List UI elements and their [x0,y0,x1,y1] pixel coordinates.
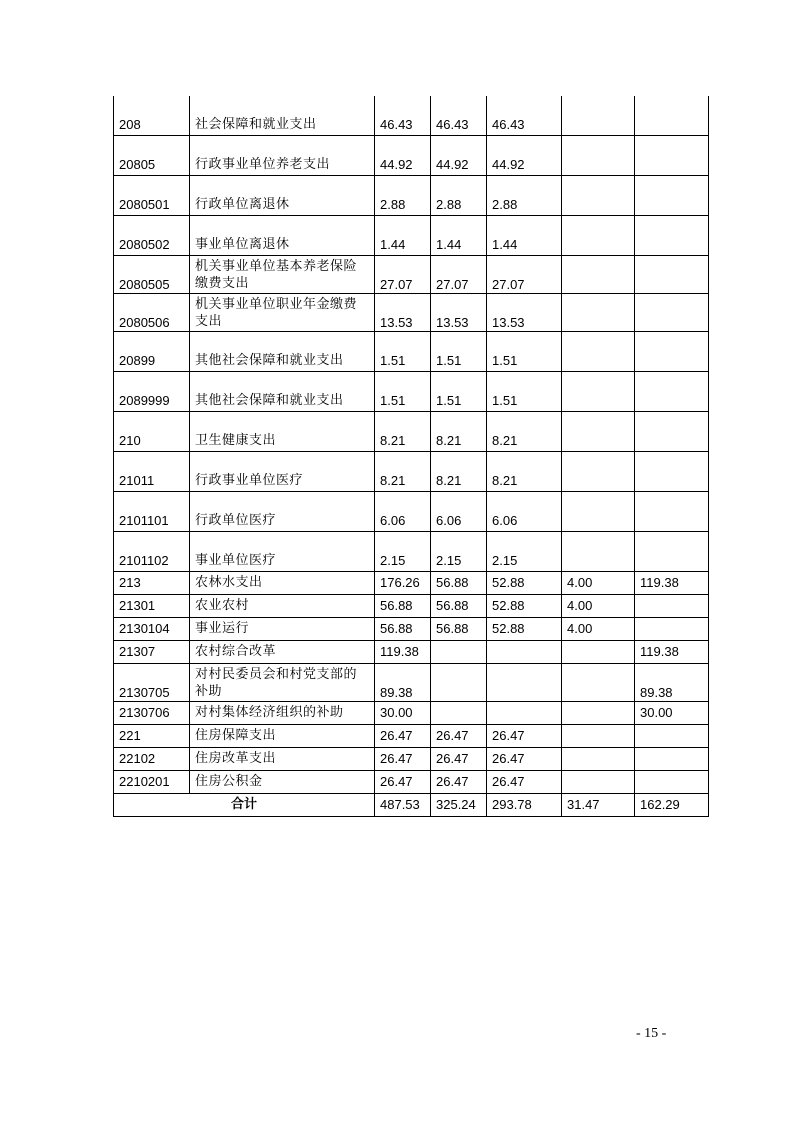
amount-cell-1: 27.07 [375,256,431,294]
amount-cell-5 [635,492,709,532]
total-amount-1: 487.53 [375,794,431,817]
amount-cell-1: 30.00 [375,702,431,725]
amount-cell-5: 30.00 [635,702,709,725]
subject-code: 2101102 [114,532,190,572]
subject-name: 行政事业单位医疗 [190,452,375,492]
amount-cell-5 [635,748,709,771]
subject-code: 21301 [114,595,190,618]
amount-cell-2: 13.53 [431,294,487,332]
subject-name: 住房公积金 [190,771,375,794]
subject-name: 行政单位医疗 [190,492,375,532]
amount-cell-1: 13.53 [375,294,431,332]
total-row [114,794,709,817]
amount-cell-5 [635,771,709,794]
subject-code: 21011 [114,452,190,492]
amount-cell-1: 6.06 [375,492,431,532]
subject-code: 21307 [114,641,190,664]
amount-cell-3: 46.43 [487,96,562,136]
table-row [114,725,709,748]
amount-cell-4 [562,702,635,725]
subject-code: 2130705 [114,664,190,702]
amount-cell-5 [635,332,709,372]
amount-cell-5 [635,176,709,216]
table-row [114,256,709,294]
amount-cell-3: 1.51 [487,332,562,372]
table-row [114,294,709,332]
amount-cell-1: 89.38 [375,664,431,702]
amount-cell-4 [562,256,635,294]
amount-cell-1: 56.88 [375,618,431,641]
amount-cell-3: 8.21 [487,452,562,492]
amount-cell-4: 4.00 [562,572,635,595]
amount-cell-3: 1.44 [487,216,562,256]
amount-cell-2: 44.92 [431,136,487,176]
amount-cell-1: 56.88 [375,595,431,618]
amount-cell-2: 46.43 [431,96,487,136]
subject-name: 行政事业单位养老支出 [190,136,375,176]
amount-cell-3: 8.21 [487,412,562,452]
amount-cell-2: 1.51 [431,332,487,372]
amount-cell-4: 4.00 [562,595,635,618]
amount-cell-5: 119.38 [635,572,709,595]
amount-cell-5 [635,618,709,641]
amount-cell-2: 2.88 [431,176,487,216]
amount-cell-1: 8.21 [375,452,431,492]
amount-cell-2 [431,702,487,725]
amount-cell-2: 6.06 [431,492,487,532]
amount-cell-5 [635,256,709,294]
subject-code: 2080501 [114,176,190,216]
table-row [114,412,709,452]
subject-code: 2130104 [114,618,190,641]
amount-cell-4 [562,492,635,532]
table-row [114,136,709,176]
subject-code: 2089999 [114,372,190,412]
amount-cell-3 [487,664,562,702]
amount-cell-2: 1.51 [431,372,487,412]
amount-cell-1: 44.92 [375,136,431,176]
table-row [114,702,709,725]
table-row [114,595,709,618]
subject-code: 208 [114,96,190,136]
amount-cell-2: 26.47 [431,748,487,771]
subject-name: 对村集体经济组织的补助 [190,702,375,725]
table-row [114,372,709,412]
amount-cell-4 [562,176,635,216]
amount-cell-5: 89.38 [635,664,709,702]
table-row [114,771,709,794]
amount-cell-3: 26.47 [487,771,562,794]
amount-cell-1: 119.38 [375,641,431,664]
amount-cell-1: 8.21 [375,412,431,452]
table-row [114,216,709,256]
table-row [114,492,709,532]
amount-cell-4 [562,452,635,492]
subject-code: 20805 [114,136,190,176]
page-number: - 15 - [636,1026,667,1041]
table-row [114,176,709,216]
amount-cell-5 [635,412,709,452]
total-amount-2: 325.24 [431,794,487,817]
amount-cell-3: 27.07 [487,256,562,294]
subject-code: 2080505 [114,256,190,294]
amount-cell-2: 56.88 [431,618,487,641]
amount-cell-4 [562,96,635,136]
amount-cell-2 [431,641,487,664]
amount-cell-5 [635,372,709,412]
amount-cell-2: 8.21 [431,412,487,452]
amount-cell-4 [562,532,635,572]
amount-cell-2: 56.88 [431,595,487,618]
amount-cell-1: 1.44 [375,216,431,256]
amount-cell-4 [562,771,635,794]
amount-cell-3: 13.53 [487,294,562,332]
subject-name: 卫生健康支出 [190,412,375,452]
amount-cell-1: 26.47 [375,725,431,748]
amount-cell-5 [635,532,709,572]
table-row [114,618,709,641]
amount-cell-1: 26.47 [375,748,431,771]
subject-name: 对村民委员会和村党支部的补助 [190,664,375,702]
subject-code: 2130706 [114,702,190,725]
total-amount-3: 293.78 [487,794,562,817]
amount-cell-5 [635,96,709,136]
subject-name: 行政单位离退休 [190,176,375,216]
amount-cell-4 [562,748,635,771]
subject-code: 2101101 [114,492,190,532]
expenditure-table [113,96,709,817]
amount-cell-4 [562,216,635,256]
table-row [114,532,709,572]
amount-cell-5 [635,294,709,332]
amount-cell-4 [562,412,635,452]
amount-cell-3: 1.51 [487,372,562,412]
table-row [114,748,709,771]
subject-code: 221 [114,725,190,748]
subject-name: 住房改革支出 [190,748,375,771]
subject-name: 机关事业单位职业年金缴费支出 [190,294,375,332]
amount-cell-4 [562,294,635,332]
subject-code: 210 [114,412,190,452]
amount-cell-3 [487,641,562,664]
amount-cell-5 [635,595,709,618]
amount-cell-2: 27.07 [431,256,487,294]
amount-cell-2: 26.47 [431,725,487,748]
amount-cell-5: 119.38 [635,641,709,664]
amount-cell-3: 52.88 [487,618,562,641]
amount-cell-3: 52.88 [487,572,562,595]
subject-code: 2080506 [114,294,190,332]
table-row [114,452,709,492]
amount-cell-4 [562,332,635,372]
amount-cell-2: 26.47 [431,771,487,794]
amount-cell-2 [431,664,487,702]
amount-cell-4: 4.00 [562,618,635,641]
amount-cell-1: 26.47 [375,771,431,794]
amount-cell-3 [487,702,562,725]
amount-cell-4 [562,641,635,664]
amount-cell-4 [562,664,635,702]
amount-cell-2: 1.44 [431,216,487,256]
subject-name: 住房保障支出 [190,725,375,748]
subject-name: 事业运行 [190,618,375,641]
amount-cell-1: 2.15 [375,532,431,572]
amount-cell-3: 26.47 [487,748,562,771]
amount-cell-5 [635,216,709,256]
subject-name: 机关事业单位基本养老保险缴费支出 [190,256,375,294]
subject-name: 农村综合改革 [190,641,375,664]
amount-cell-3: 6.06 [487,492,562,532]
total-label: 合计 [114,794,375,817]
amount-cell-4 [562,372,635,412]
subject-name: 农林水支出 [190,572,375,595]
subject-code: 2210201 [114,771,190,794]
subject-name: 其他社会保障和就业支出 [190,372,375,412]
subject-code: 20899 [114,332,190,372]
amount-cell-5 [635,725,709,748]
amount-cell-4 [562,136,635,176]
amount-cell-2: 56.88 [431,572,487,595]
amount-cell-1: 1.51 [375,372,431,412]
subject-code: 22102 [114,748,190,771]
subject-name: 事业单位离退休 [190,216,375,256]
amount-cell-2: 8.21 [431,452,487,492]
amount-cell-1: 2.88 [375,176,431,216]
amount-cell-3: 2.15 [487,532,562,572]
subject-code: 213 [114,572,190,595]
amount-cell-3: 26.47 [487,725,562,748]
amount-cell-1: 1.51 [375,332,431,372]
amount-cell-3: 2.88 [487,176,562,216]
subject-name: 其他社会保障和就业支出 [190,332,375,372]
amount-cell-2: 2.15 [431,532,487,572]
table-body [114,96,709,817]
amount-cell-5 [635,136,709,176]
subject-name: 农业农村 [190,595,375,618]
table-row [114,96,709,136]
amount-cell-5 [635,452,709,492]
total-amount-4: 31.47 [562,794,635,817]
total-amount-5: 162.29 [635,794,709,817]
table-row [114,332,709,372]
table-row [114,572,709,595]
amount-cell-1: 46.43 [375,96,431,136]
subject-code: 2080502 [114,216,190,256]
subject-name: 事业单位医疗 [190,532,375,572]
table-row [114,641,709,664]
subject-name: 社会保障和就业支出 [190,96,375,136]
table-row [114,664,709,702]
amount-cell-1: 176.26 [375,572,431,595]
amount-cell-3: 52.88 [487,595,562,618]
amount-cell-3: 44.92 [487,136,562,176]
amount-cell-4 [562,725,635,748]
